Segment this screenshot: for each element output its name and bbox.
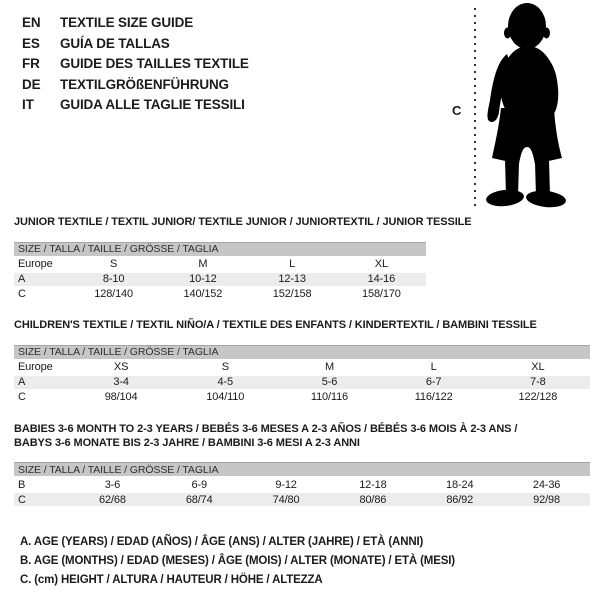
value-cell: 152/158 [248, 287, 337, 302]
table-row [14, 375, 590, 390]
value-cell: XS [69, 360, 173, 375]
row-label-cell: Europe [14, 257, 69, 272]
value-cell: 104/110 [173, 390, 277, 405]
language-code: ES [22, 35, 40, 51]
table-header-cell: SIZE / TALLA / TAILLE / GRÖSSE / TAGLIA [14, 242, 426, 257]
value-cell: 14-16 [337, 272, 426, 287]
value-cell: XL [337, 257, 426, 272]
language-label: GUÍA DE TALLAS [60, 35, 170, 51]
table-row [14, 390, 590, 405]
value-cell: 6-7 [382, 375, 486, 390]
legend-line: C. (cm) HEIGHT / ALTURA / HAUTEUR / HÖHE / ALTEZZA [20, 574, 323, 586]
legend-line: B. AGE (MONTHS) / EDAD (MESES) / ÂGE (MOIS) / ALTER (MONATE) / ETÀ (MESI) [20, 555, 455, 567]
row-label-cell: B [14, 477, 69, 492]
value-cell: 18-24 [416, 477, 503, 492]
language-code: FR [22, 56, 40, 72]
legend-line: A. AGE (YEARS) / EDAD (AÑOS) / ÂGE (ANS) / ALTER (JAHRE) / ETÀ (ANNI) [20, 536, 424, 548]
language-row [22, 95, 249, 116]
value-cell: 68/74 [156, 492, 243, 507]
table-row [14, 272, 426, 287]
value-cell: 7-8 [486, 375, 590, 390]
value-cell: 110/116 [277, 390, 381, 405]
table-row [14, 287, 426, 302]
value-cell: 9-12 [243, 477, 330, 492]
value-cell: 10-12 [158, 272, 247, 287]
table-header-cell: SIZE / TALLA / TAILLE / GRÖSSE / TAGLIA [14, 345, 590, 360]
value-cell: XL [486, 360, 590, 375]
language-label: GUIDA ALLE TAGLIE TESSILI [60, 97, 245, 113]
value-cell: M [277, 360, 381, 375]
value-cell: L [382, 360, 486, 375]
value-cell: 80/86 [329, 492, 416, 507]
language-row [22, 13, 249, 34]
value-cell: 128/140 [69, 287, 158, 302]
table-header-row [14, 463, 590, 478]
value-cell: 116/122 [382, 390, 486, 405]
value-cell: 86/92 [416, 492, 503, 507]
language-list [22, 13, 249, 116]
language-label: TEXTILGRÖßENFÜHRUNG [60, 76, 229, 92]
language-label: GUIDE DES TAILLES TEXTILE [60, 56, 249, 72]
value-cell: 6-9 [156, 477, 243, 492]
row-label-cell: C [14, 390, 69, 405]
baby-silhouette-icon [483, 2, 593, 208]
value-cell: 92/98 [503, 492, 590, 507]
table-row [14, 477, 590, 492]
legend [20, 533, 455, 590]
section-title: CHILDREN'S TEXTILE / TEXTIL NIÑO/A / TEXTILE DES ENFANTS / KINDERTEXTIL / BAMBINI TESSILE [14, 319, 537, 331]
value-cell: 98/104 [69, 390, 173, 405]
row-label-cell: C [14, 492, 69, 507]
language-label: TEXTILE SIZE GUIDE [60, 15, 194, 30]
value-cell: 62/68 [69, 492, 156, 507]
row-label-cell: Europe [14, 360, 69, 375]
value-cell: 8-10 [69, 272, 158, 287]
value-cell: M [158, 257, 247, 272]
language-code: EN [22, 15, 41, 30]
table-header-cell: SIZE / TALLA / TAILLE / GRÖSSE / TAGLIA [14, 463, 590, 478]
table-row [14, 257, 426, 272]
value-cell: 74/80 [243, 492, 330, 507]
table-header-row [14, 242, 426, 257]
language-row [22, 75, 249, 96]
section-title: JUNIOR TEXTILE / TEXTIL JUNIOR/ TEXTILE JUNIOR / JUNIORTEXTIL / JUNIOR TESSILE [14, 216, 472, 228]
language-row [22, 34, 249, 55]
table-header-row [14, 345, 590, 360]
height-measure-line [474, 8, 476, 208]
section-title: BABIES 3-6 MONTH TO 2-3 YEARS / BEBÉS 3-6 MESES A 2-3 AÑOS / BÉBÉS 3-6 MOIS À 2-3 ANS / BABYS 3-6 MONATE BIS 2-3 JAHRE / BAMBINI 3-6 MESI A 2-3 ANNI [14, 423, 518, 449]
section-babies-textile [14, 423, 590, 508]
value-cell: S [69, 257, 158, 272]
row-label-cell: A [14, 272, 69, 287]
language-code: DE [22, 76, 41, 92]
value-cell: 122/128 [486, 390, 590, 405]
value-cell: 12-18 [329, 477, 416, 492]
value-cell: 5-6 [277, 375, 381, 390]
section-junior-textile [14, 216, 472, 303]
value-cell: 12-13 [248, 272, 337, 287]
size-table [14, 345, 590, 406]
size-table [14, 242, 426, 303]
section-childrens-textile [14, 319, 590, 406]
value-cell: 4-5 [173, 375, 277, 390]
value-cell: L [248, 257, 337, 272]
value-cell: 3-6 [69, 477, 156, 492]
value-cell: S [173, 360, 277, 375]
value-cell: 24-36 [503, 477, 590, 492]
language-row [22, 54, 249, 75]
height-measure-label: C [452, 103, 462, 118]
table-row [14, 492, 590, 507]
language-code: IT [22, 97, 34, 113]
row-label-cell: C [14, 287, 69, 302]
value-cell: 3-4 [69, 375, 173, 390]
size-table [14, 462, 590, 508]
value-cell: 140/152 [158, 287, 247, 302]
table-row [14, 360, 590, 375]
value-cell: 158/170 [337, 287, 426, 302]
row-label-cell: A [14, 375, 69, 390]
